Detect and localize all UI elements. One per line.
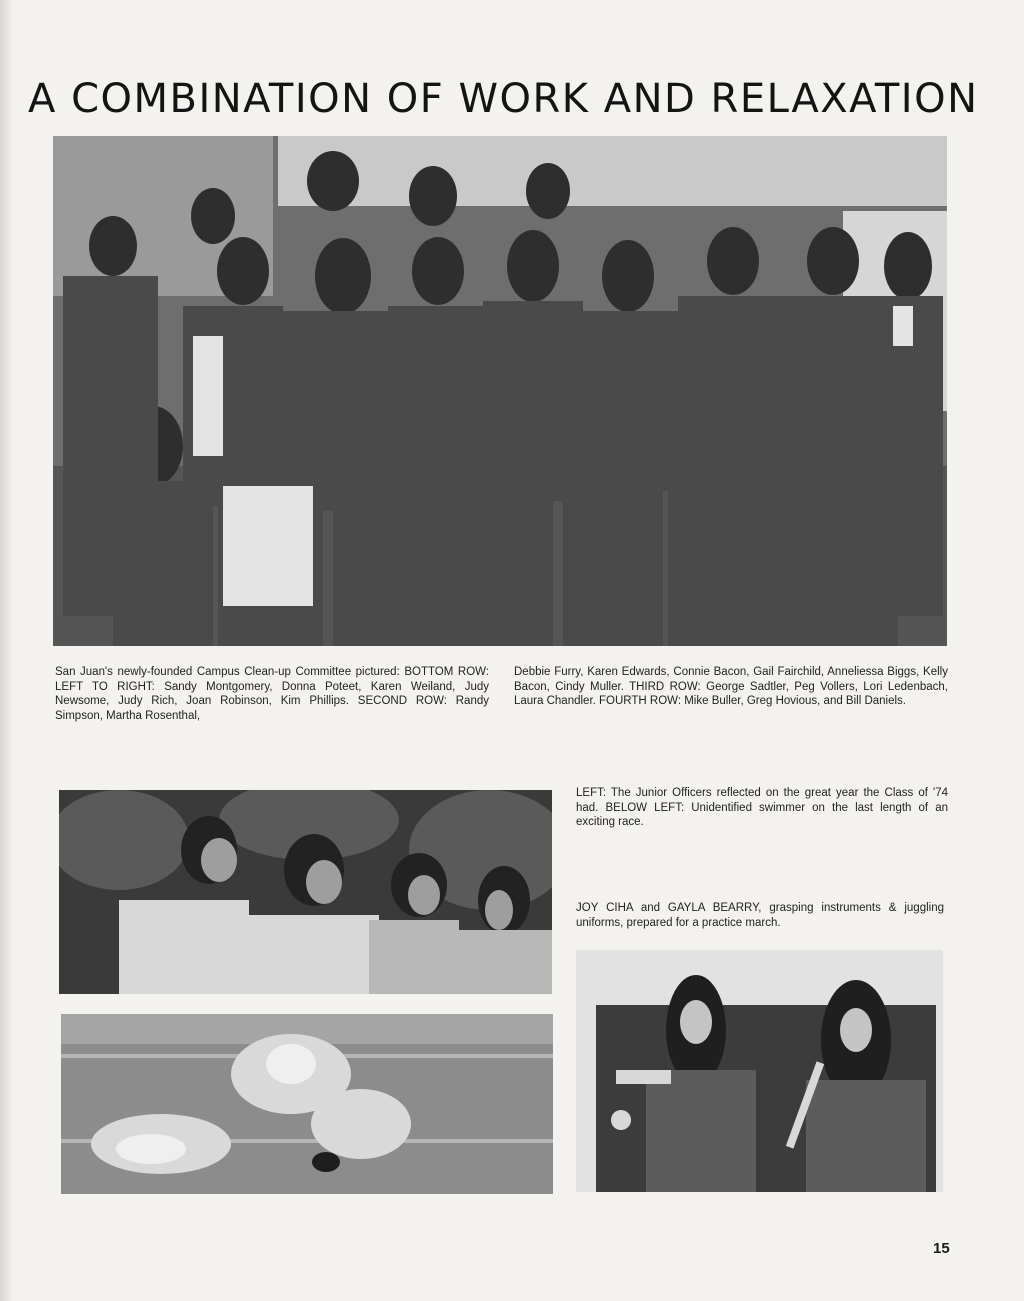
page-title: A COMBINATION OF WORK AND RELAXATION [28, 76, 979, 122]
page-number: 15 [933, 1240, 950, 1257]
officers-swimmer-caption: LEFT: The Junior Officers reflected on the great year the Class of '74 had. BELOW LEFT: Unidentified swimmer on the last length of an exciting race. [576, 787, 948, 828]
band-members-photo [576, 950, 943, 1192]
committee-caption-column-2: Debbie Furry, Karen Edwards, Connie Bacon, Gail Fairchild, Anneliessa Biggs, Kelly Bacon, Cindy Muller. THIRD ROW: George Sadtler, Peg Vollers, Lori Ledenbach, Laura Chandler. FOURTH ROW: Mike Buller, Greg Hovious, and Bill Daniels. [514, 666, 948, 707]
swimmer-photo [61, 1014, 553, 1194]
committee-caption-column-1: San Juan's newly-founded Campus Clean-up Committee pictured: BOTTOM ROW: LEFT TO RIGHT: Sandy Montgomery, Donna Poteet, Karen Weiland, Judy Newsome, Judy Rich, Joan Robinson, Kim Phillips. SECOND ROW: Randy Simpson, Martha Rosenthal, [55, 666, 489, 722]
committee-group-photo [53, 136, 947, 646]
band-caption: JOY CIHA and GAYLA BEARRY, grasping instruments & juggling uniforms, prepared for a practice march. [576, 902, 944, 929]
junior-officers-photo [59, 790, 552, 994]
page-binding-edge [0, 0, 14, 1301]
